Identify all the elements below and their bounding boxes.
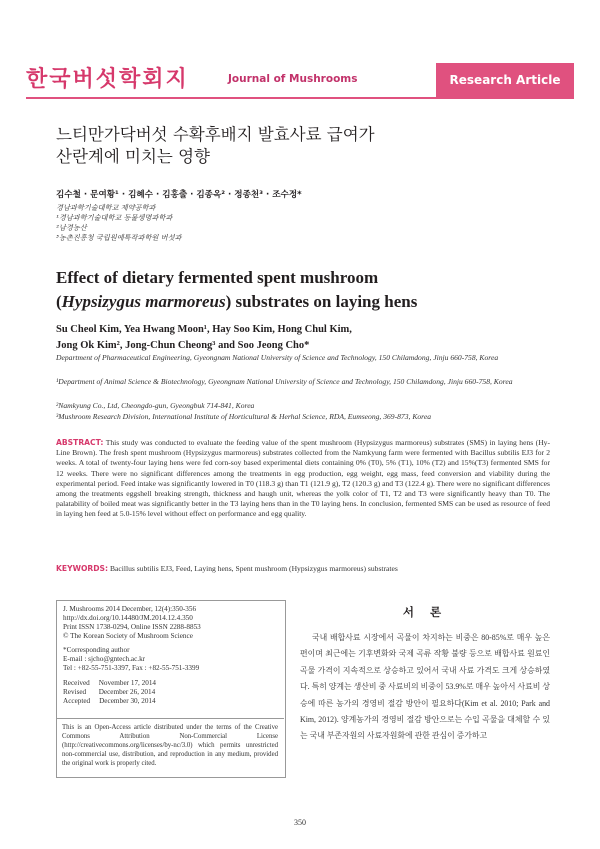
affiliation-english: ³Mushroom Research Division, International Institute of Horticultural & Herhal Science, RDA, Eumseong, 369-873, Korea: [56, 412, 432, 421]
copyright-line: © The Korean Society of Mushroom Science: [63, 632, 193, 640]
title-english-line2: [56, 290, 556, 314]
abstract: [56, 438, 550, 520]
page-number: 350: [294, 818, 306, 827]
affiliation-korean: 경남과학기술대학교 제약공학과: [56, 203, 156, 212]
authors-english: [56, 322, 556, 354]
article-type-badge: Research Article: [436, 63, 574, 97]
authors-korean: 김수철 · 문여황¹ · 김혜수 · 김홍출 · 김종옥² · 정종천³ · 조수정*: [56, 190, 302, 200]
introduction-body: 국내 배합사료 시장에서 곡물이 차지하는 비중은 80-85%로 매우 높은 편이며 최근에는 기후변화와 국제 곡류 작황 불량 등으로 배합사료 원료인 곡물 가격이 지속적으로 상승하고 있어서 국내 사료 가격도 크게 상승하였다. 특히 양계는 생산비 중 사료비의 비중이 53.9%로 매우 높아서 사료비 상승에 따른 농가의 경영비 절감 방안이 필요하다(Kim et al. 2010; Park and Kim, 2012). 양계농가의 경영비 절감 방안으로는 수입 곡물을 대체할 수 있는 국내 부존자원의 사료자원화에 관한 관심이 증가하고: [300, 633, 550, 741]
revised-date: Revised December 26, 2014: [63, 688, 156, 696]
title-species: Hypsizygus marmoreus: [61, 292, 226, 311]
authors-english-line1: Su Cheol Kim, Yea Hwang Moon¹, Hay Soo Kim, Hong Chul Kim,: [56, 324, 352, 335]
affiliation-english: ¹Department of Animal Science & Biotechnology, Gyeongnam National University of Science and Technology, 150 Chilamdong, Jinju 660-758, Korea: [56, 377, 513, 386]
title-english-line1: Effect of dietary fermented spent mushroom: [56, 268, 379, 287]
received-date: Received November 17, 2014: [63, 679, 157, 687]
affiliation-english: Department of Pharmaceutical Engineering, Gyeongnam National University of Science and Technology, 150 Chilamdong, Jinju 660-758, Korea: [56, 353, 499, 362]
citation-line: J. Mushrooms 2014 December, 12(4):350-356: [63, 605, 197, 613]
affiliation-english: ²Namkyung Co., Ltd, Cheongdo-gun, Gyeongbuk 714-841, Korea: [56, 401, 255, 410]
header-divider: [26, 97, 574, 99]
title-rest: ) substrates on laying hens: [225, 292, 418, 311]
corresponding-author-label: *Corresponding author: [63, 646, 130, 654]
introduction-heading: 서 론: [402, 605, 448, 619]
journal-title-korean: 한국버섯학회지: [26, 67, 189, 92]
authors-english-line2: Jong Ok Kim², Jong-Chun Cheong³ and Soo Jeong Cho*: [56, 340, 310, 351]
phone-line: Tel : +82-55-751-3397, Fax : +82-55-751-3399: [63, 664, 200, 672]
title-korean: [56, 124, 556, 168]
abstract-text: This study was conducted to evaluate the feeding value of the spent mushroom (Hypsizygus marmoreus) substrates (SMS) in laying hens (Hy-Line Brown). The fresh spent mushroom (Hypsizygus marmoreus) substrates collected from the Namkyung farm were fermented with Bacillus subtilis EJ3 for 2 weeks. A total of twenty-four laying hens were fed corn-soy based experimental diets containing 0% (T0), 5% (T1), 10% (T2) and 15%(T3) fermented SMS for 12 weeks. There were no significant differences among the treatments in egg production, egg weight, egg mass, feed conversion and viability during the experimental period. Feed intake was significantly lowered in T0 (118.3 g) than T1 (121.9 g), T2 (120.3 g) and T3 (122.4 g). There were no significant differences among the treatments eggshell breaking strength, thickness and haugh unit, whereas the yolk color of T1, T2 and T3 were significantly heavy than T0. The palatability of boiled meat was significantly better in the T3 laying hens than in the T0 laying hens. In conclusion, fermented SMS can be used as resource of feed in laying hen feed at 5.0-15% level without effect on performance and egg quality.: [56, 438, 550, 519]
title-paren: (: [56, 292, 62, 311]
keywords-label: KEYWORDS:: [56, 564, 109, 573]
abstract-label: ABSTRACT:: [56, 438, 104, 447]
license-notice: [56, 718, 284, 777]
issn-line: Print ISSN 1738-0294, Online ISSN 2288-8853: [63, 623, 201, 631]
affiliation-korean: ¹경남과학기술대학교 동물생명과학과: [56, 213, 173, 222]
license-text: This is an Open-Access article distributed under the terms of the Creative Commons Attribution Non-Commercial License (http://creativecommons.org/licenses/by-nc/3.0) which permits unrestricted non-commercial use, distribution, and reproduction in any medium, provided the original work is properly cited.: [62, 724, 278, 767]
title-korean-line1: 느티만가닥버섯 수확후배지 발효사료 급여가: [56, 125, 375, 144]
title-english: [56, 266, 556, 314]
affiliation-korean: ²남경농산: [56, 223, 87, 232]
keywords: [56, 564, 550, 573]
journal-title-english: Journal of Mushrooms: [228, 73, 358, 85]
title-korean-line2: 산란계에 미치는 영향: [56, 147, 210, 166]
keywords-text: Bacillus subtilis EJ3, Feed, Laying hens, Spent mushroom (Hypsizygus marmoreus) substrates: [109, 564, 398, 573]
doi-link[interactable]: http://dx.doi.org/10.14480/JM.2014.12.4.350: [63, 614, 193, 622]
email-link[interactable]: E-mail : sjcho@gntech.ac.kr: [63, 655, 146, 663]
affiliation-korean: ³농촌진흥청 국립원예특작과학원 버섯과: [56, 233, 182, 242]
accepted-date: Accepted December 30, 2014: [63, 697, 156, 705]
